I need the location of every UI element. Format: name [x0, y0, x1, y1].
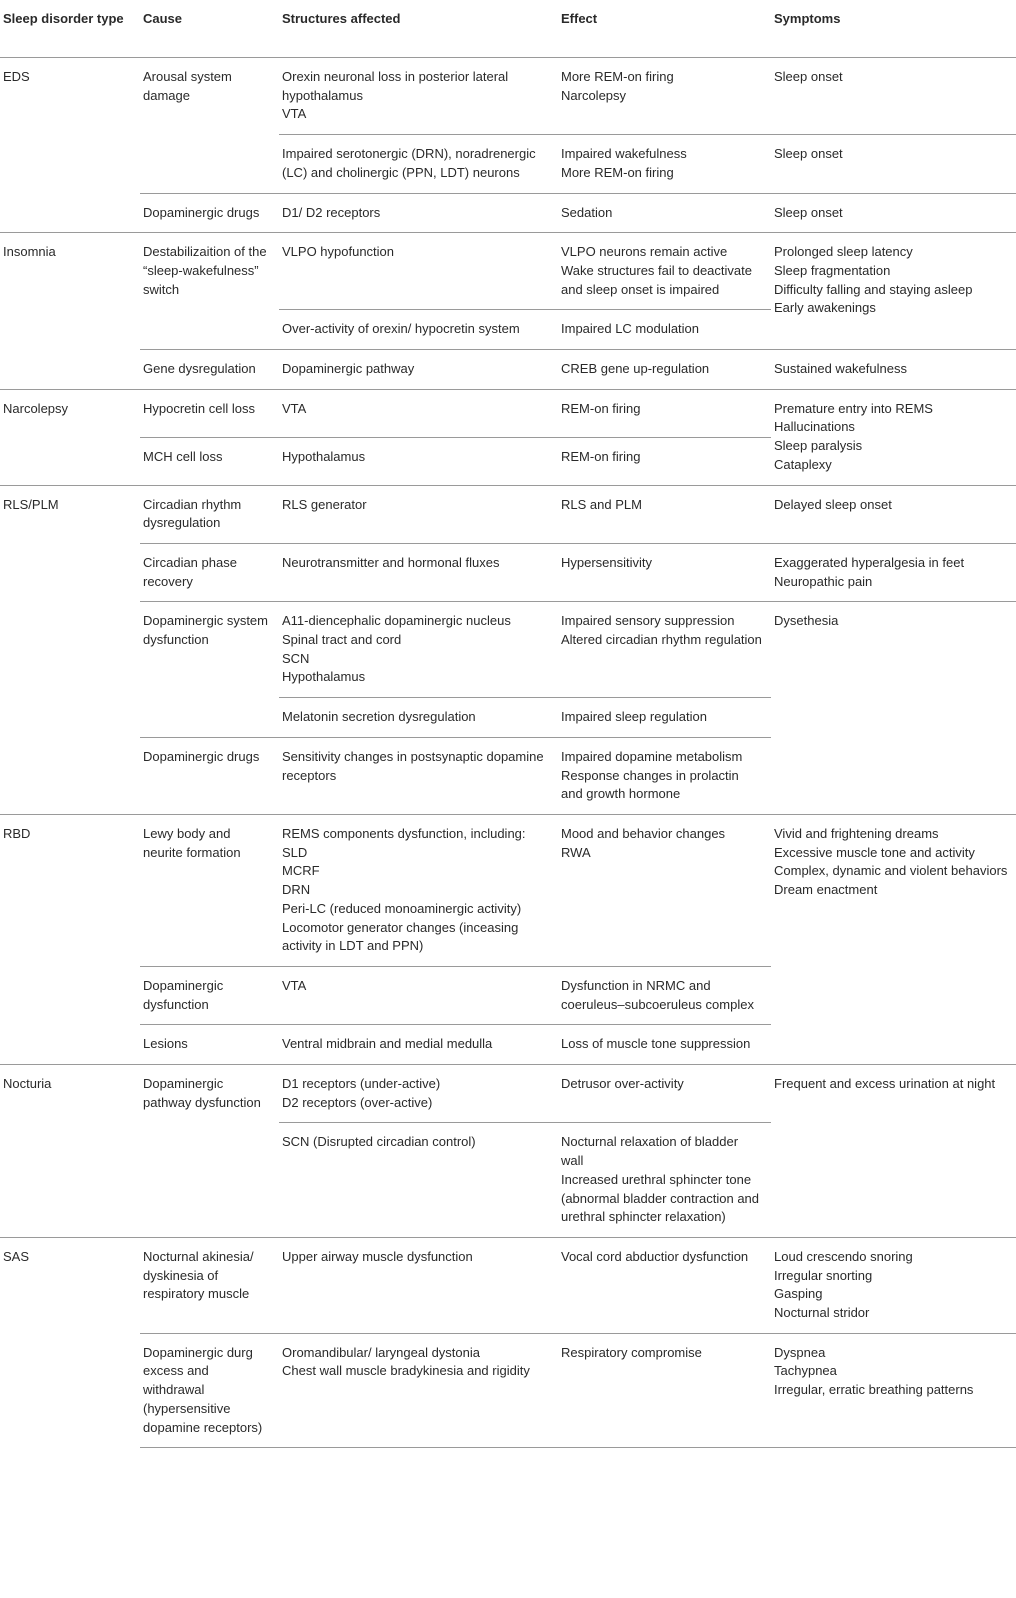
symptoms-cell: Prolonged sleep latency Sleep fragmentation Difficulty falling and staying asleep Early awakenings: [771, 233, 1016, 350]
symptoms-cell: Sleep onset: [771, 58, 1016, 135]
table-row: [0, 389, 1016, 437]
effect-cell: REM-on firing: [558, 389, 771, 437]
table-row: [0, 233, 1016, 310]
structures-cell: Dopaminergic pathway: [279, 350, 558, 390]
effect-cell: Impaired wakefulness More REM-on firing: [558, 135, 771, 193]
header-structures: Structures affected: [279, 0, 558, 58]
cause-cell: Dopaminergic drugs: [140, 737, 279, 814]
structures-cell: Sensitivity changes in postsynaptic dopamine receptors: [279, 737, 558, 814]
structures-cell: Over-activity of orexin/ hypocretin system: [279, 310, 558, 350]
symptoms-cell: Premature entry into REMS Hallucinations Sleep paralysis Cataplexy: [771, 389, 1016, 485]
table-row: [0, 58, 1016, 135]
cause-cell: Gene dysregulation: [140, 350, 279, 390]
cause-cell: Circadian phase recovery: [140, 543, 279, 601]
header-row: [0, 0, 1016, 58]
structures-cell: Orexin neuronal loss in posterior lateral hypothalamus VTA: [279, 58, 558, 135]
effect-cell: Impaired sensory suppression Altered circadian rhythm regulation: [558, 602, 771, 698]
symptoms-cell: Vivid and frightening dreams Excessive muscle tone and activity Complex, dynamic and violent behaviors Dream enactment: [771, 814, 1016, 1064]
structures-cell: Oromandibular/ laryngeal dystonia Chest wall muscle bradykinesia and rigidity: [279, 1333, 558, 1448]
symptoms-cell: Sustained wakefulness: [771, 350, 1016, 390]
structures-cell: Upper airway muscle dysfunction: [279, 1237, 558, 1333]
symptoms-cell: Frequent and excess urination at night: [771, 1065, 1016, 1238]
symptoms-cell: Sleep onset: [771, 193, 1016, 233]
table-row: [0, 543, 1016, 601]
table-row: [0, 1333, 1016, 1448]
structures-cell: SCN (Disrupted circadian control): [279, 1123, 558, 1238]
effect-cell: Hypersensitivity: [558, 543, 771, 601]
symptoms-cell: Dyspnea Tachypnea Irregular, erratic breathing patterns: [771, 1333, 1016, 1448]
effect-cell: REM-on firing: [558, 437, 771, 485]
effect-cell: Loss of muscle tone suppression: [558, 1025, 771, 1065]
effect-cell: CREB gene up-regulation: [558, 350, 771, 390]
structures-cell: D1/ D2 receptors: [279, 193, 558, 233]
effect-cell: Impaired dopamine metabolism Response changes in prolactin and growth hormone: [558, 737, 771, 814]
table-row: [0, 1237, 1016, 1333]
cause-cell: Hypocretin cell loss: [140, 389, 279, 437]
disorder-type-cell: EDS: [0, 58, 140, 233]
cause-cell: Dopaminergic dysfunction: [140, 966, 279, 1024]
effect-cell: Mood and behavior changes RWA: [558, 814, 771, 966]
cause-cell: Destabilizaition of the “sleep-wakefulness” switch: [140, 233, 279, 350]
symptoms-cell: Exaggerated hyperalgesia in feet Neuropathic pain: [771, 543, 1016, 601]
effect-cell: Respiratory compromise: [558, 1333, 771, 1448]
cause-cell: Lesions: [140, 1025, 279, 1065]
symptoms-cell: Dysethesia: [771, 602, 1016, 815]
table-row: [0, 1065, 1016, 1123]
effect-cell: More REM-on firing Narcolepsy: [558, 58, 771, 135]
effect-cell: Detrusor over-activity: [558, 1065, 771, 1123]
effect-cell: Vocal cord abductior dysfunction: [558, 1237, 771, 1333]
cause-cell: Lewy body and neurite formation: [140, 814, 279, 966]
structures-cell: VLPO hypofunction: [279, 233, 558, 310]
effect-cell: VLPO neurons remain active Wake structures fail to deactivate and sleep onset is impaired: [558, 233, 771, 310]
disorder-type-cell: Nocturia: [0, 1065, 140, 1238]
structures-cell: VTA: [279, 966, 558, 1024]
table-row: [0, 193, 1016, 233]
symptoms-cell: Sleep onset: [771, 135, 1016, 193]
header-cause: Cause: [140, 0, 279, 58]
structures-cell: Melatonin secretion dysregulation: [279, 698, 558, 738]
disorder-type-cell: SAS: [0, 1237, 140, 1447]
disorder-type-cell: RBD: [0, 814, 140, 1064]
table-row: [0, 602, 1016, 698]
header-symptoms: Symptoms: [771, 0, 1016, 58]
structures-cell: Ventral midbrain and medial medulla: [279, 1025, 558, 1065]
cause-cell: Dopaminergic pathway dysfunction: [140, 1065, 279, 1238]
table-row: [0, 814, 1016, 966]
cause-cell: Dopaminergic durg excess and withdrawal (hypersensitive dopamine receptors): [140, 1333, 279, 1448]
effect-cell: RLS and PLM: [558, 485, 771, 543]
cause-cell: Circadian rhythm dysregulation: [140, 485, 279, 543]
structures-cell: REMS components dysfunction, including: SLD MCRF DRN Peri-LC (reduced monoaminergic activity) Locomotor generator changes (inceasing activity in LDT and PPN): [279, 814, 558, 966]
header-type: Sleep disorder type: [0, 0, 140, 58]
effect-cell: Impaired sleep regulation: [558, 698, 771, 738]
structures-cell: Hypothalamus: [279, 437, 558, 485]
cause-cell: MCH cell loss: [140, 437, 279, 485]
cause-cell: Arousal system damage: [140, 58, 279, 194]
cause-cell: Nocturnal akinesia/ dyskinesia of respiratory muscle: [140, 1237, 279, 1333]
disorder-type-cell: RLS/PLM: [0, 485, 140, 814]
disorder-type-cell: Narcolepsy: [0, 389, 140, 485]
structures-cell: Neurotransmitter and hormonal fluxes: [279, 543, 558, 601]
structures-cell: A11-diencephalic dopaminergic nucleus Spinal tract and cord SCN Hypothalamus: [279, 602, 558, 698]
cause-cell: Dopaminergic drugs: [140, 193, 279, 233]
effect-cell: Dysfunction in NRMC and coeruleus–subcoeruleus complex: [558, 966, 771, 1024]
table-row: [0, 485, 1016, 543]
structures-cell: D1 receptors (under-active) D2 receptors (over-active): [279, 1065, 558, 1123]
header-effect: Effect: [558, 0, 771, 58]
cause-cell: Dopaminergic system dysfunction: [140, 602, 279, 738]
structures-cell: RLS generator: [279, 485, 558, 543]
effect-cell: Impaired LC modulation: [558, 310, 771, 350]
table-row: [0, 350, 1016, 390]
symptoms-cell: Loud crescendo snoring Irregular snorting Gasping Nocturnal stridor: [771, 1237, 1016, 1333]
effect-cell: Nocturnal relaxation of bladder wall Increased urethral sphincter tone (abnormal bladder contraction and urethral sphincter relaxation): [558, 1123, 771, 1238]
disorder-type-cell: Insomnia: [0, 233, 140, 390]
structures-cell: VTA: [279, 389, 558, 437]
effect-cell: Sedation: [558, 193, 771, 233]
structures-cell: Impaired serotonergic (DRN), noradrenergic (LC) and cholinergic (PPN, LDT) neurons: [279, 135, 558, 193]
symptoms-cell: Delayed sleep onset: [771, 485, 1016, 543]
